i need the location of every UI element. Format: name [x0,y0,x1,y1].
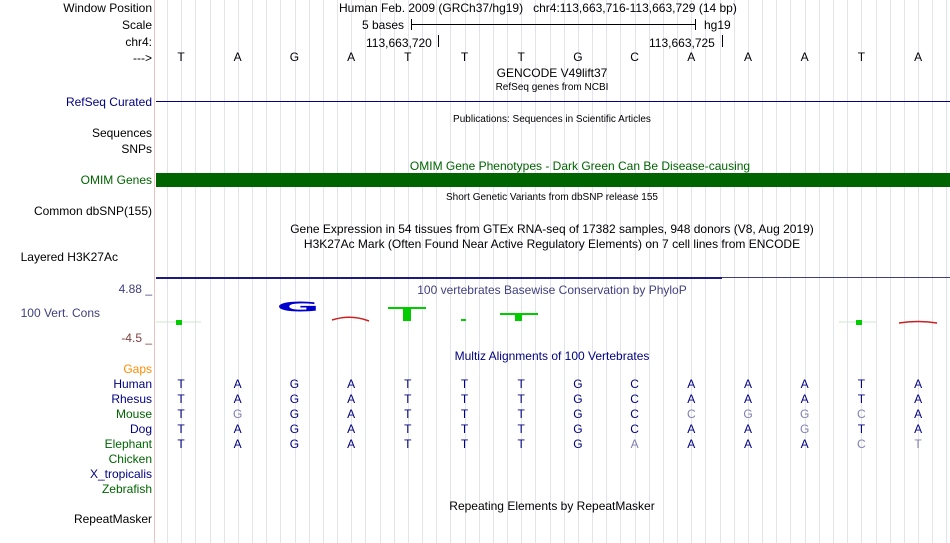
grid-line [436,0,437,543]
dna-base: T [857,50,866,64]
alignment-base: A [914,422,923,436]
alignment-base: G [800,422,810,436]
grid-line [295,0,296,543]
alignment-base: A [233,437,242,451]
alignment-base: T [857,422,866,436]
alignment-base: A [743,437,752,451]
grid-line [337,0,338,543]
omim-gene-bar[interactable] [156,173,950,187]
alignment-base: A [347,437,356,451]
alignment-base: A [914,407,923,421]
alignment-base: G [289,392,300,406]
phylop-bar-2 [403,307,411,321]
dna-base: A [743,50,752,64]
refseq-track-title[interactable]: RefSeq genes from NCBI [495,82,609,93]
grid-line [450,0,451,543]
grid-line [805,0,806,543]
grid-line [422,0,423,543]
phylop-bar-4 [515,313,522,321]
species-elephant-label[interactable]: Elephant [104,437,152,451]
alignment-base: A [800,437,809,451]
grid-line [323,0,324,543]
grid-line [776,0,777,543]
grid-line [932,0,933,543]
alignment-base: G [233,407,243,421]
alignment-base: A [233,422,242,436]
omim-track-title[interactable]: OMIM Gene Phenotypes - Dark Green Can Be Disease-causing [409,159,751,173]
h3k27ac-label[interactable]: Layered H3K27Ac [20,250,118,264]
track-labels [0,0,154,543]
grid-line [734,0,735,543]
grid-line [309,0,310,543]
dna-base: T [404,50,412,64]
scale-bar-left-tick [411,19,412,30]
alignment-base: T [404,407,412,421]
dna-base: A [914,50,923,64]
gaps-label[interactable]: Gaps [123,362,152,376]
phylop-bar-1 [176,320,182,325]
grid-line [224,0,225,543]
alignment-base: A [743,422,752,436]
alignment-base: A [630,437,639,451]
dna-base: A [687,50,696,64]
ruler-tick-2-label: 113,663,725 [649,36,715,50]
alignment-base: C [630,377,639,391]
species-chicken-label[interactable]: Chicken [108,452,152,466]
alignment-base: A [743,377,752,391]
dna-base: T [460,50,469,64]
species-dog-label[interactable]: Dog [129,422,152,436]
alignment-base: T [460,392,469,406]
alignment-base: A [347,392,356,406]
alignment-base: T [857,377,866,391]
dna-base: A [233,50,242,64]
alignment-base: T [177,407,185,421]
omim-label[interactable]: OMIM Genes [80,173,152,187]
phylop-plot[interactable] [156,290,950,350]
grid-line [465,0,466,543]
alignment-base: T [460,422,469,436]
grid-line [493,0,494,543]
grid-line [195,0,196,543]
alignment-base: A [347,377,356,391]
grid-line [861,0,862,543]
alignment-base: T [517,422,525,436]
alignment-base: T [404,377,412,391]
grid-line [720,0,721,543]
alignment-base: A [347,422,356,436]
grid-line [762,0,763,543]
label-divider [154,0,155,543]
grid-line [890,0,891,543]
alignment-base: G [289,422,300,436]
grid-line [238,0,239,543]
alignment-base: T [857,392,866,406]
species-xtropicalis-label[interactable]: X_tropicalis [89,467,152,481]
sequences-label[interactable]: Sequences [91,126,152,140]
grid-line [705,0,706,543]
dna-base: T [177,50,185,64]
dna-base: T [517,50,525,64]
ruler-tick-1-label: 113,663,720 [366,36,432,50]
alignment-base: T [177,437,185,451]
alignment-base: G [800,407,810,421]
refseq-label[interactable]: RefSeq Curated [65,95,152,109]
ruler-tick-2 [722,35,723,47]
grid-line [663,0,664,543]
alignment-base: G [573,422,583,436]
phylop-neg-curve-1 [332,317,369,321]
alignment-base: T [460,407,469,421]
alignment-base: C [857,437,866,451]
cons-max-label: 4.88 _ [118,282,152,296]
alignment-base: T [517,392,525,406]
ruler-tick-1 [438,35,439,47]
grid-line [819,0,820,543]
dna-base: A [800,50,809,64]
gencode-track-title[interactable]: GENCODE V49lift37 [496,66,608,80]
grid-line [252,0,253,543]
alignment-base: A [914,392,923,406]
alignment-base: A [800,377,809,391]
grid-line [677,0,678,543]
grid-line [649,0,650,543]
alignment-base: T [404,422,412,436]
alignment-base: A [233,377,242,391]
alignment-base: T [517,377,525,391]
h3k27ac-signal [156,277,722,279]
grid-line [918,0,919,543]
refseq-track-line[interactable] [156,101,950,102]
grid-line [847,0,848,543]
alignment-base: G [289,437,300,451]
alignment-base: C [630,392,639,406]
species-human-label[interactable]: Human [113,377,152,391]
alignment-base: G [573,392,583,406]
assembly-title [339,1,737,15]
grid-line [790,0,791,543]
g-logo: G [276,299,320,316]
alignment-base: A [687,377,696,391]
alignment-base: G [289,407,300,421]
grid-line [365,0,366,543]
grid-line [380,0,381,543]
alignment-base: A [687,437,696,451]
alignment-base: T [517,407,525,421]
alignment-base: T [460,437,469,451]
phylop-neg-curve-2 [899,322,937,324]
repeatmasker-label[interactable]: RepeatMasker [73,512,152,526]
alignment-base: G [743,407,753,421]
grid-line [748,0,749,543]
alignment-base: G [573,437,583,451]
scale-bar-right-tick [695,19,696,30]
phylop-track-title[interactable]: 100 vertebrates Basewise Conservation by PhyloP [417,283,687,297]
grid-line [167,0,168,543]
position-range: chr4:113,663,716-113,663,729 (14 bp) [533,1,737,15]
grid-line [210,0,211,543]
browser-image[interactable] [156,0,950,543]
alignment-base: T [177,392,185,406]
alignment-base: C [686,407,696,421]
grid-line [946,0,947,543]
dna-base: G [289,50,300,64]
strand-label: ---> [133,51,152,65]
multiz-track-title[interactable]: Multiz Alignments of 100 Vertebrates [454,349,650,363]
alignment-base: T [460,377,469,391]
grid-line [833,0,834,543]
grid-line [691,0,692,543]
grid-line [876,0,877,543]
assembly-db: hg19 [704,18,731,32]
phylop-bar-3 [461,319,466,321]
h3k27ac-track-title[interactable]: H3K27Ac Mark (Often Found Near Active Regulatory Elements) on 7 cell lines from ENCODE [303,237,801,251]
grid-line [394,0,395,543]
scale-text: 5 bases [362,18,405,32]
alignment-base: T [914,437,922,451]
gtex-track-title[interactable]: Gene Expression in 54 tissues from GTEx RNA-seq of 17382 samples, 948 donors (V8, Aug 2019) [290,222,814,236]
alignment-base: A [743,392,752,406]
alignment-base: C [857,407,866,421]
species-zebrafish-label[interactable]: Zebrafish [101,482,152,496]
alignment-base: A [233,392,242,406]
phylop-bar-5 [856,320,862,325]
grid-line [351,0,352,543]
scale-bar [411,24,696,25]
alignment-base: A [347,407,356,421]
alignment-base: G [573,377,583,391]
publications-track-title[interactable]: Publications: Sequences in Scientific Articles [453,114,651,125]
grid-line [479,0,480,543]
grid-line [181,0,182,543]
dna-base: G [573,50,583,64]
repeatmasker-track-title[interactable]: Repeating Elements by RepeatMasker [449,499,655,513]
alignment-base: T [177,377,185,391]
alignment-base: C [630,422,639,436]
dna-base: A [347,50,356,64]
alignment-base: G [289,377,300,391]
assembly-name: Human Feb. 2009 (GRCh37/hg19) [339,1,524,15]
scale-label: Scale [121,18,152,32]
cons-label[interactable]: 100 Vert. Cons [20,306,100,320]
alignment-base: T [517,437,525,451]
grid-line [635,0,636,543]
grid-line [280,0,281,543]
alignment-base: A [687,392,696,406]
alignment-base: A [914,377,923,391]
alignment-base: T [404,392,412,406]
snps-label[interactable]: SNPs [121,142,152,156]
grid-line [408,0,409,543]
dbsnp-track-title[interactable]: Short Genetic Variants from dbSNP release 155 [446,192,658,203]
grid-line [266,0,267,543]
alignment-base: A [687,422,696,436]
chrom-label: chr4: [125,35,152,49]
grid-line [904,0,905,543]
alignment-base: G [573,407,583,421]
dbsnp-label[interactable]: Common dbSNP(155) [33,204,152,218]
alignment-base: T [404,437,412,451]
dna-base: C [630,50,639,64]
species-rhesus-label[interactable]: Rhesus [111,392,152,406]
alignment-base: C [630,407,639,421]
alignment-base: T [177,422,185,436]
grid-line [620,0,621,543]
window-position-label: Window Position [63,1,152,15]
alignment-base: A [800,392,809,406]
cons-min-label: -4.5 _ [121,331,152,345]
species-mouse-label[interactable]: Mouse [115,407,152,421]
